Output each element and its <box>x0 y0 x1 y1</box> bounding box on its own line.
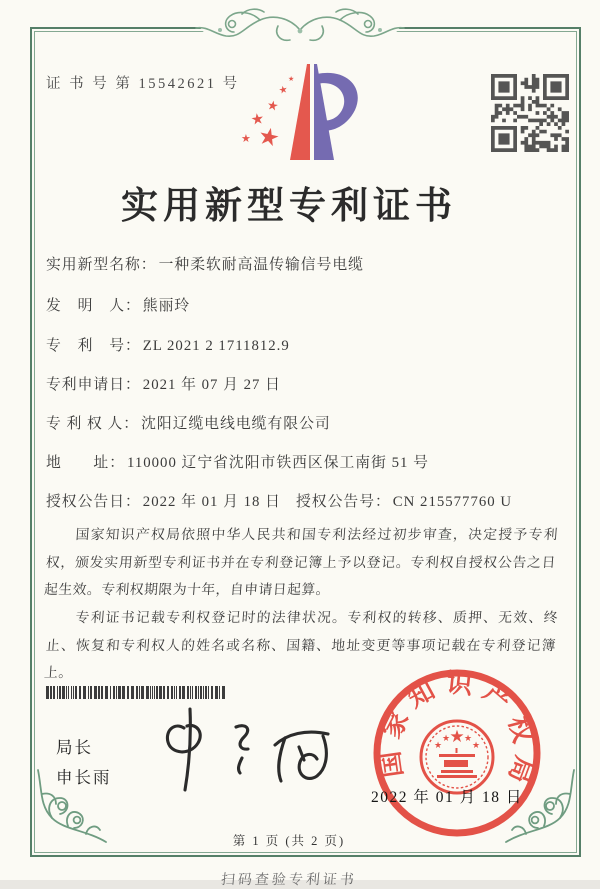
director-name: 申长雨 <box>56 769 112 787</box>
certificate-title: 实用新型专利证书 <box>121 186 457 227</box>
field-row-address <box>46 451 560 472</box>
director-block <box>56 733 112 793</box>
cnipa-logo-icon <box>233 58 373 170</box>
field-label: 授权公告日： <box>46 494 141 510</box>
emblem-small-star-icon: ★ <box>441 733 451 743</box>
field-value: 110000 辽宁省沈阳市铁西区保工南街 51 号 <box>127 455 429 471</box>
field-value: CN 215577760 U <box>392 494 513 510</box>
field-label: 专 利 号： <box>46 338 141 354</box>
emblem-gate-icon <box>437 748 477 778</box>
field-label: 授权公告号： <box>296 494 391 510</box>
field-row-patentee <box>46 412 560 433</box>
seal-date: 2022 年 01 月 18 日 <box>371 789 523 806</box>
emblem-small-star-icon: ★ <box>433 740 443 750</box>
top-flourish-ornament-icon <box>182 0 418 52</box>
field-value: ZL 2021 2 1711812.9 <box>142 338 290 354</box>
field-row-patent-no <box>46 334 560 355</box>
field-value: 熊丽玲 <box>142 298 191 314</box>
logo-star-icon: ★ <box>288 75 295 83</box>
field-grant-number <box>296 490 512 511</box>
emblem-small-star-icon: ★ <box>463 733 473 743</box>
field-row-inventor <box>46 294 560 315</box>
field-label: 地 址： <box>46 455 125 471</box>
field-value: 2022 年 01 月 18 日 <box>142 494 281 510</box>
seal-text: 国家知识产权局 <box>374 668 540 796</box>
emblem-small-star-icon: ★ <box>471 740 481 750</box>
legal-paragraph-1: 国家知识产权局依照中华人民共和国专利法经过初步审查，决定授予专利权，颁发实用新型专利证书并在专利登记簿上予以登记。专利权自授权公告之日起生效。专利权期限为十年，自申请日起算。 <box>43 527 559 597</box>
director-title: 局长 <box>56 739 93 757</box>
field-row-name <box>46 253 560 274</box>
director-signature-icon <box>148 700 353 800</box>
logo-star-icon: ★ <box>255 123 282 153</box>
legal-paragraph-2: 专利证书记载专利权登记时的法律状况。专利权的转移、质押、无效、终止、恢复和专利权人的姓名或名称、国籍、地址变更等事项记载在专利登记簿上。 <box>43 609 559 680</box>
logo-star-icon: ★ <box>277 84 289 97</box>
barcode-icon <box>46 686 226 699</box>
field-row-filing-date <box>46 373 560 394</box>
field-value: 一种柔软耐高温传输信号电缆 <box>158 257 364 273</box>
field-label: 发 明 人： <box>46 298 141 314</box>
field-label: 实用新型名称： <box>46 257 157 273</box>
qr-code-icon <box>491 74 569 152</box>
cnipa-seal-icon <box>366 662 548 844</box>
field-value: 沈阳辽缆电线电缆有限公司 <box>141 416 331 432</box>
logo-star-icon: ★ <box>265 97 280 114</box>
field-label: 专 利 权 人： <box>46 416 140 432</box>
field-value: 2021 年 07 月 27 日 <box>142 377 281 393</box>
page-number: 第 1 页 (共 2 页) <box>232 834 346 848</box>
page-bottom-cutoff-text: 扫码查验专利证书 <box>220 873 358 888</box>
field-row-grant <box>46 490 560 511</box>
emblem-big-star-icon: ★ <box>449 727 465 746</box>
logo-star-icon: ★ <box>241 133 251 145</box>
certificate-number: 证 书 号 第 15542621 号 <box>46 76 240 92</box>
logo-star-icon: ★ <box>249 111 266 129</box>
field-label: 专利申请日： <box>46 377 141 393</box>
